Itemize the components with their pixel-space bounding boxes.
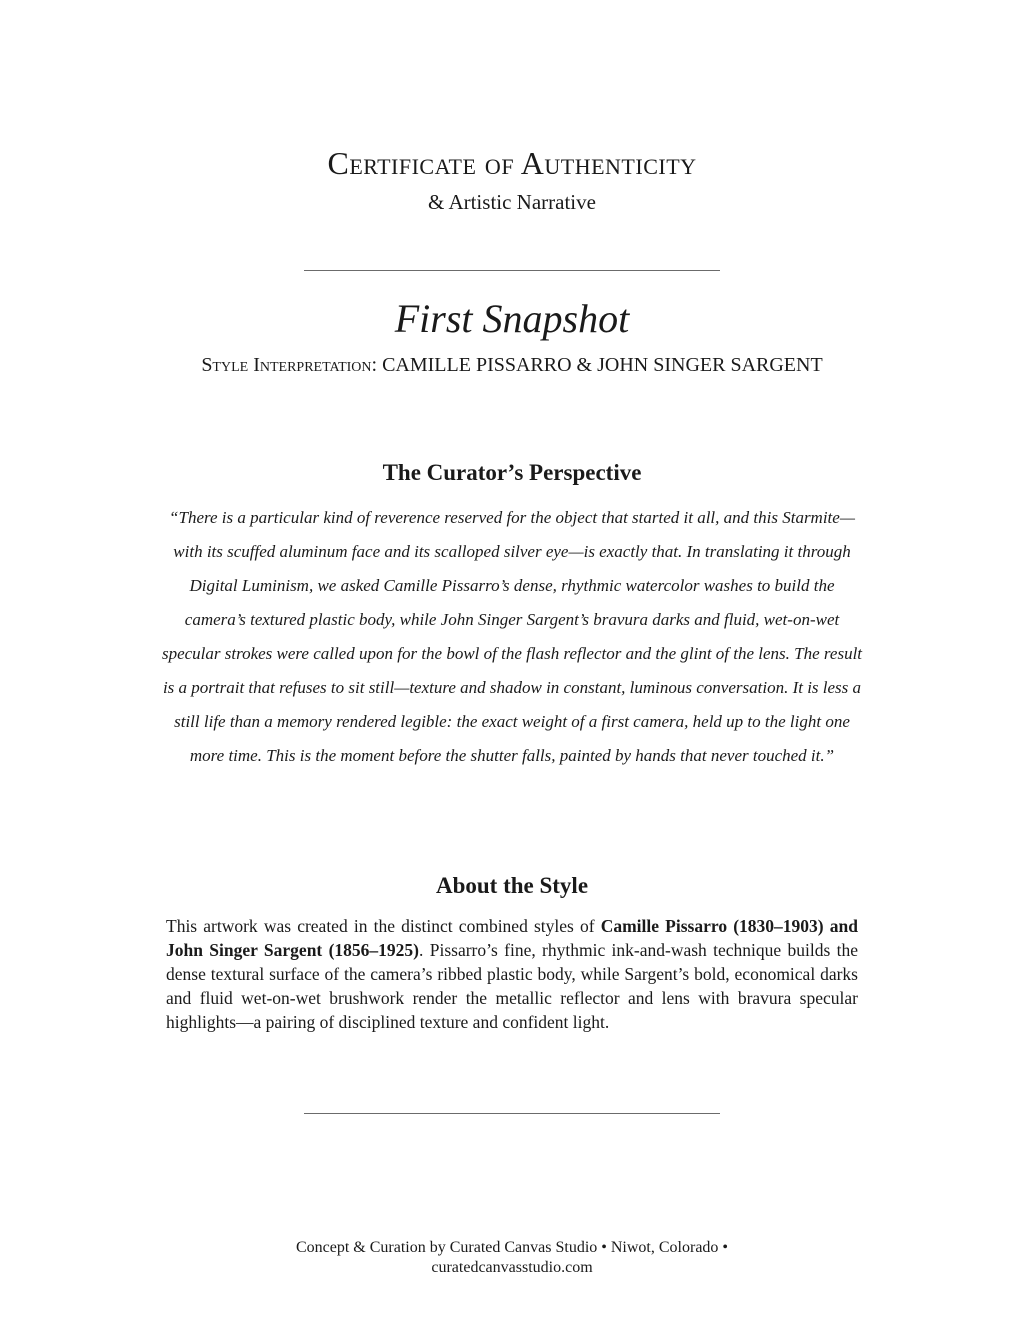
top-divider <box>304 270 720 271</box>
footer-website: curatedcanvasstudio.com <box>431 1259 593 1276</box>
footer-credit: Concept & Curation by Curated Canvas Studio • Niwot, Colorado • <box>295 1239 729 1256</box>
about-style-heading: About the Style <box>435 873 589 898</box>
artwork-title: First Snapshot <box>394 296 630 341</box>
style-interpretation-value: CAMILLE PISSARRO & JOHN SINGER SARGENT <box>382 354 823 376</box>
certificate-subtitle: & Artistic Narrative <box>428 190 596 214</box>
curator-quote: “There is a particular kind of reverence reserved for the object that started it all, and this Starmite—with its scuffed aluminum face and its scalloped silver eye—is exactly that. In translating it through Digital Luminism, we asked Camille Pissarro’s dense, rhythmic watercolor washes to build the camera’s textured plastic body, while John Singer Sargent’s bravura darks and fluid, wet-on-wet specular strokes were called upon for the bowl of the flash reflector and the glint of the lens. The result is a portrait that refuses to sit still—texture and shadow in constant, luminous conversation. It is less a still life than a memory rendered legible: the exact weight of a first camera, held up to the light one more time. This is the moment before the shutter falls, painted by hands that never touched it.” <box>161 508 863 765</box>
style-interpretation <box>200 354 824 377</box>
footer <box>200 1238 824 1278</box>
certificate-title: Certificate of Authenticity <box>327 145 697 181</box>
about-artists: Camille Pissarro (1830–1903) and John Singer Sargent (1856–1925) <box>166 916 858 960</box>
bottom-divider <box>304 1113 720 1114</box>
curator-heading: The Curator’s Perspective <box>382 460 642 485</box>
about-body: . Pissarro’s fine, rhythmic ink-and-wash technique builds the dense textural surface of the camera’s ribbed plastic body, while Sargent’s bold, economical darks and fluid wet-on-wet brushwork render the metallic reflector and lens with bravura specular highlights—a pairing of disciplined texture and confident light. <box>166 940 859 1032</box>
style-interpretation-label: Style Interpretation: <box>201 354 378 376</box>
about-style-paragraph <box>166 914 858 1034</box>
about-intro: This artwork was created in the distinct combined styles of <box>166 916 601 936</box>
